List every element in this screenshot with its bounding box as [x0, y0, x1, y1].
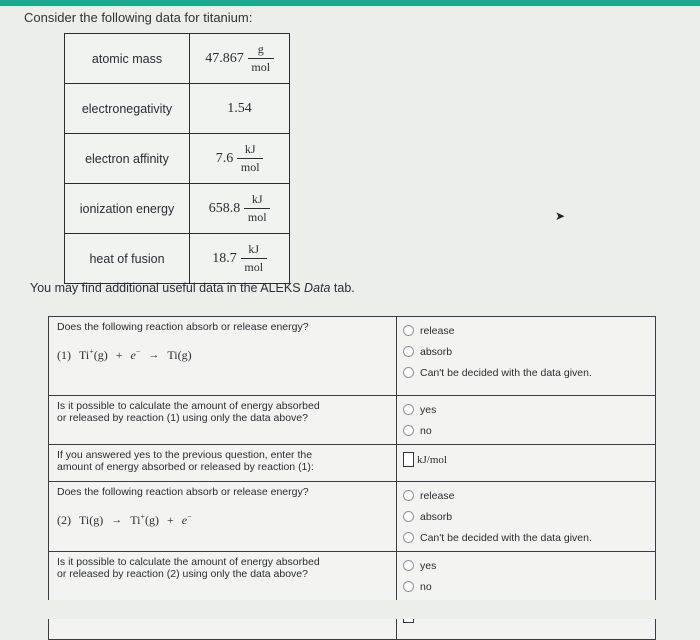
reaction-arrow-icon: →: [111, 514, 123, 526]
state-label: (g): [93, 348, 108, 362]
plus-sign: +: [167, 512, 174, 527]
radio-icon[interactable]: [403, 404, 414, 415]
electron-symbol: e: [130, 348, 136, 362]
equation-number: (2): [57, 512, 71, 527]
question-cell: [49, 552, 397, 601]
radio-icon[interactable]: [403, 325, 414, 336]
unit-denominator: mol: [251, 60, 271, 74]
table-row: [65, 134, 290, 184]
property-label: ionization energy: [65, 184, 190, 234]
radio-icon[interactable]: [403, 490, 414, 501]
question-cell: [49, 482, 397, 552]
radio-icon[interactable]: [403, 367, 414, 378]
option-label: release: [420, 489, 455, 502]
radio-no[interactable]: [403, 420, 649, 441]
table-row: [65, 84, 290, 134]
question-cell: [49, 445, 397, 482]
unit-numerator: kJ: [241, 242, 267, 259]
table-row: [49, 445, 656, 482]
unit-fraction: [237, 142, 263, 175]
radio-icon[interactable]: [403, 560, 414, 571]
unit-denominator: mol: [244, 260, 264, 274]
option-label: yes: [420, 403, 437, 416]
reaction-equation-1: [57, 347, 388, 363]
table-row: [49, 482, 656, 552]
mouse-cursor-icon: ➤: [555, 209, 566, 223]
top-accent-bar: [0, 0, 700, 6]
unit-denominator: mol: [240, 160, 260, 174]
answer-cell: [397, 482, 656, 552]
reaction-equation-2: [57, 512, 388, 528]
property-label: atomic mass: [65, 34, 190, 84]
table-row: [49, 317, 656, 396]
questions-table: [48, 316, 656, 640]
radio-release[interactable]: [403, 485, 649, 506]
state-label: (g): [145, 513, 160, 527]
question-prompt: If you answered yes to the previous question, enter the: [57, 449, 313, 461]
radio-icon[interactable]: [403, 346, 414, 357]
option-label: absorb: [420, 510, 453, 523]
titanium-data-table: [64, 33, 290, 284]
radio-absorb[interactable]: [403, 506, 649, 527]
property-label: heat of fusion: [65, 234, 190, 284]
radio-icon[interactable]: [403, 581, 414, 592]
question-prompt: amount of energy absorbed or released by reaction (1):: [57, 461, 314, 473]
question-prompt: or released by reaction (1) using only the data above?: [57, 412, 308, 424]
unit-fraction: [244, 192, 270, 225]
reaction-arrow-icon: →: [148, 349, 160, 361]
intro-text: Consider the following data for titanium:: [24, 10, 253, 25]
value-number: 18.7: [212, 250, 237, 266]
unit-fraction: [248, 42, 274, 75]
screen-cutoff: [48, 600, 657, 619]
state-label: (g): [89, 512, 104, 527]
data-tab-link[interactable]: Data: [304, 281, 331, 295]
answer-cell: [397, 317, 656, 396]
unit-numerator: kJ: [244, 192, 270, 209]
radio-yes[interactable]: [403, 555, 649, 576]
radio-cant-decide[interactable]: [403, 362, 649, 383]
question-cell: [49, 396, 397, 445]
property-value: [190, 234, 290, 284]
note-suffix: tab.: [330, 281, 355, 295]
radio-cant-decide[interactable]: [403, 527, 649, 548]
table-row: [65, 184, 290, 234]
value-number: 1.54: [227, 100, 252, 116]
answer-cell: [397, 552, 656, 601]
table-row: [49, 396, 656, 445]
option-label: absorb: [420, 345, 453, 358]
unit-fraction: [241, 242, 267, 275]
charge-superscript: +: [140, 512, 146, 521]
property-value: [190, 134, 290, 184]
answer-cell: [397, 396, 656, 445]
table-row: [65, 234, 290, 284]
value-number: 658.8: [208, 200, 241, 216]
answer-cell: [397, 445, 656, 482]
radio-yes[interactable]: [403, 399, 649, 420]
table-row: [49, 552, 656, 601]
electron-symbol: e: [181, 513, 188, 527]
option-label: no: [420, 580, 432, 593]
radio-icon[interactable]: [403, 511, 414, 522]
charge-superscript: +: [89, 347, 94, 356]
radio-absorb[interactable]: [403, 341, 649, 362]
property-label: electronegativity: [65, 84, 190, 134]
state-label: (g): [177, 347, 192, 362]
option-label: Can't be decided with the data given.: [420, 531, 592, 544]
question-prompt: Does the following reaction absorb or release energy?: [57, 321, 309, 333]
energy-input-1[interactable]: [403, 452, 414, 467]
property-value: [190, 34, 290, 84]
radio-no[interactable]: [403, 576, 649, 597]
question-cell: [49, 317, 397, 396]
option-label: yes: [420, 559, 437, 572]
radio-release[interactable]: [403, 320, 649, 341]
charge-superscript: −: [135, 347, 141, 356]
species-symbol: Ti: [130, 513, 141, 527]
aleks-data-note: [30, 281, 355, 295]
unit-numerator: kJ: [237, 142, 263, 159]
question-prompt: Does the following reaction absorb or release energy?: [57, 486, 309, 498]
unit-denominator: mol: [247, 210, 267, 224]
radio-icon[interactable]: [403, 532, 414, 543]
equation-number: (1): [57, 347, 71, 362]
option-label: no: [420, 424, 432, 437]
unit-numerator: g: [248, 42, 274, 59]
option-label: Can't be decided with the data given.: [420, 366, 592, 379]
unit-label: kJ/mol: [417, 453, 447, 466]
question-prompt: Is it possible to calculate the amount of energy absorbed: [57, 400, 320, 412]
species-symbol: Ti: [167, 347, 178, 362]
charge-superscript: −: [187, 512, 192, 521]
question-prompt: Is it possible to calculate the amount of energy absorbed: [57, 556, 320, 568]
value-number: 7.6: [215, 150, 234, 166]
question-prompt: or released by reaction (2) using only the data above?: [57, 568, 308, 580]
species-symbol: Ti: [79, 348, 90, 362]
radio-icon[interactable]: [403, 425, 414, 436]
option-label: release: [420, 324, 455, 337]
property-label: electron affinity: [65, 134, 190, 184]
species-symbol: Ti: [79, 512, 90, 527]
property-value: [190, 84, 290, 134]
property-value: [190, 184, 290, 234]
value-number: 47.867: [205, 50, 244, 66]
plus-sign: +: [115, 347, 123, 362]
note-prefix: You may find additional useful data in the ALEKS: [30, 281, 305, 295]
table-row: [65, 34, 290, 84]
